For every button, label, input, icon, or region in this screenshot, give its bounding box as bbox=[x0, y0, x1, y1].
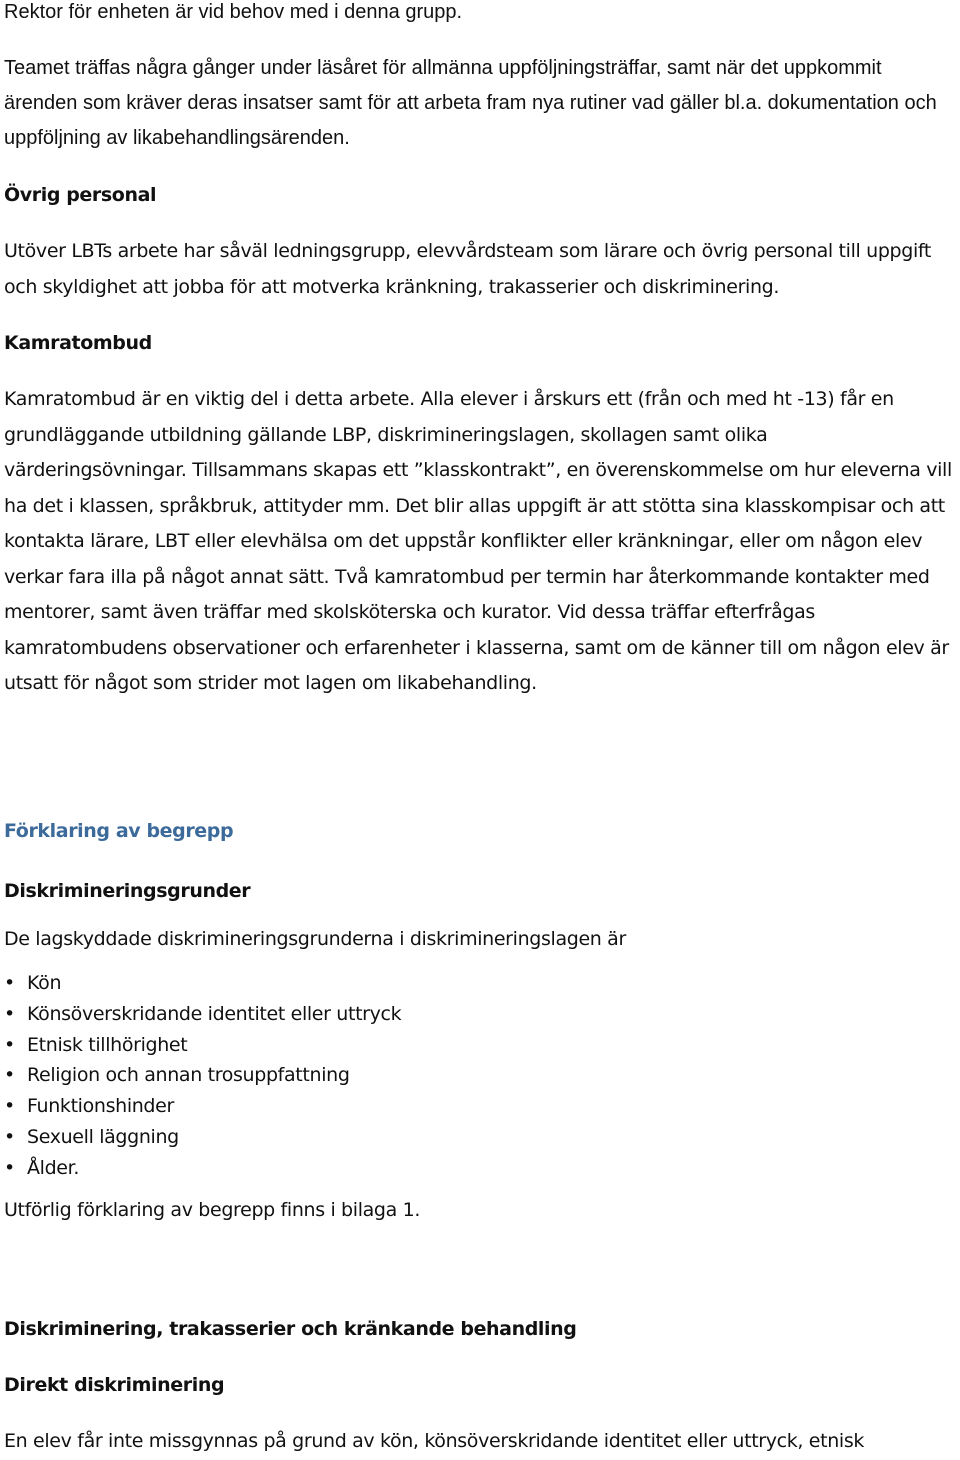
list-item: • Sexuell läggning bbox=[4, 1122, 954, 1153]
paragraph-teamet: Teamet träffas några gånger under läsåret för allmänna uppföljningsträffar, samt när det uppkommit ärenden som kräver deras insatser samt för att arbeta fram nya rutiner vad gäller bl.a. dokumentation och uppföljning av likabehandlingsärenden. bbox=[4, 57, 937, 149]
list-item: • Religion och annan trosuppfattning bbox=[4, 1060, 954, 1091]
paragraph-direkt-diskriminering: En elev får inte missgynnas på grund av kön, könsöverskridande identitet eller uttryck, etnisk bbox=[4, 1430, 865, 1452]
heading-diskriminering-trakasserier: Diskriminering, trakasserier och kränkande behandling bbox=[4, 1318, 577, 1340]
bullet-icon: • bbox=[4, 972, 15, 994]
paragraph-kamratombud: Kamratombud är en viktig del i detta arbete. Alla elever i årskurs ett (från och med ht -13) får en grundläggande utbildning gällande LBP, diskrimineringslagen, skollagen samt olika värderingsövningar. Tillsammans skapas ett ”klasskontrakt”, en överenskommelse om hur eleverna vill ha det i klassen, språkbruk, attityder mm. Det blir allas uppgift är att stötta sina klasskompisar och att kontakta lärare, LBT eller elevhälsa om det uppstår konflikter eller kränkningar, eller om någon elev verkar fara illa på något annat sätt. Två kamratombud per termin har återkommande kontakter med mentorer, samt även träffar med skolsköterska och kurator. Vid dessa träffar efterfrågas kamratombudens observationer och erfarenheter i klasserna, samt om de känner till om någon elev är utsatt för något som strider mot lagen om likabehandling. bbox=[4, 388, 952, 694]
paragraph-grunder-intro: De lagskyddade diskrimineringsgrunderna i diskrimineringslagen är bbox=[4, 928, 626, 950]
heading-ovrig-personal: Övrig personal bbox=[4, 184, 157, 206]
list-diskrimineringsgrunder bbox=[4, 968, 954, 1184]
bullet-icon: • bbox=[4, 1156, 15, 1179]
bullet-icon: • bbox=[4, 1064, 15, 1087]
paragraph-rektor: Rektor för enheten är vid behov med i denna grupp. bbox=[4, 1, 463, 23]
heading-diskrimineringsgrunder: Diskrimineringsgrunder bbox=[4, 880, 251, 902]
list-item: • Ålder. bbox=[4, 1153, 954, 1184]
bullet-icon: • bbox=[4, 1125, 15, 1148]
list-item: • Funktionshinder bbox=[4, 1091, 954, 1122]
paragraph-ovrig-personal: Utöver LBTs arbete har såväl ledningsgrupp, elevvårdsteam som lärare och övrig personal till uppgift och skyldighet att jobba för att motverka kränkning, trakasserier och diskriminering. bbox=[4, 240, 931, 298]
bullet-icon: • bbox=[4, 1002, 15, 1025]
heading-kamratombud: Kamratombud bbox=[4, 332, 152, 354]
list-item: • Könsöverskridande identitet eller uttryck bbox=[4, 999, 954, 1030]
bullet-icon: • bbox=[4, 1095, 15, 1118]
heading-direkt-diskriminering: Direkt diskriminering bbox=[4, 1374, 225, 1396]
paragraph-bilaga: Utförlig förklaring av begrepp finns i bilaga 1. bbox=[4, 1199, 421, 1221]
list-item: • Kön bbox=[4, 968, 954, 999]
list-item: • Etnisk tillhörighet bbox=[4, 1030, 954, 1061]
heading-forklaring-av-begrepp: Förklaring av begrepp bbox=[4, 820, 234, 842]
bullet-icon: • bbox=[4, 1033, 15, 1056]
